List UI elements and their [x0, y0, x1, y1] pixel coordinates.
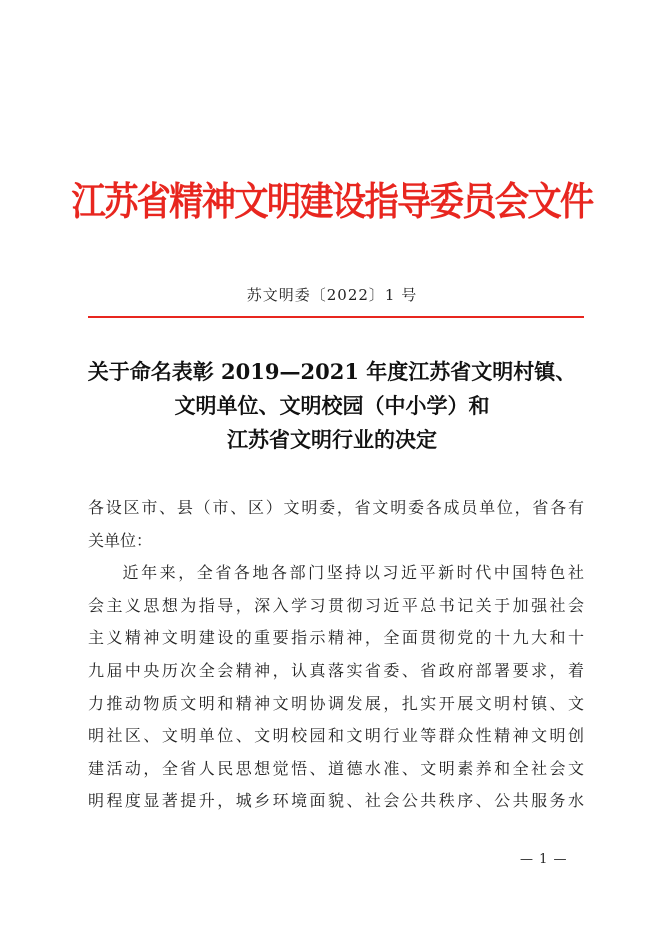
- body-line: 明程度显著提升，城乡环境面貌、社会公共秩序、公共服务水: [88, 791, 584, 811]
- body-line: 关单位：: [88, 530, 153, 550]
- body-line: [88, 557, 584, 590]
- document-number: 苏文明委〔2022〕1 号: [246, 286, 418, 304]
- body-line: 九届中央历次全会精神，认真落实省委、省政府部署要求，着: [88, 660, 584, 680]
- decision-title-line: 文明单位、文明校园（中小学）和: [174, 393, 490, 418]
- page-number: — 1 —: [520, 852, 568, 867]
- body-line: 各设区市、县（市、区）文明委，省文明委各成员单位，省各有: [88, 498, 584, 517]
- decision-title-line: 关于命名表彰 2019—2021 年度江苏省文明村镇、: [87, 359, 577, 384]
- document-body: [88, 492, 584, 818]
- body-line: 建活动，全省人民思想觉悟、道德水准、文明素养和全社会文: [88, 758, 584, 778]
- body-line: 主义精神文明建设的重要指示精神，全面贯彻党的十九大和十: [88, 628, 584, 648]
- decision-title-line: 江苏省文明行业的决定: [227, 427, 437, 452]
- document-header-title: 江苏省精神文明建设指导委员会文件: [71, 180, 593, 225]
- body-line-text: 近年来，全省各地各部门坚持以习近平新时代中国特色社: [120, 563, 584, 583]
- body-line: 明社区、文明单位、文明校园和文明行业等群众性精神文明创: [88, 726, 584, 746]
- decision-title: [60, 355, 604, 457]
- red-divider-line: [88, 316, 584, 318]
- body-line: 会主义思想为指导，深入学习贯彻习近平总书记关于加强社会: [88, 595, 584, 615]
- body-line: 力推动物质文明和精神文明协调发展，扎实开展文明村镇、文: [88, 693, 584, 713]
